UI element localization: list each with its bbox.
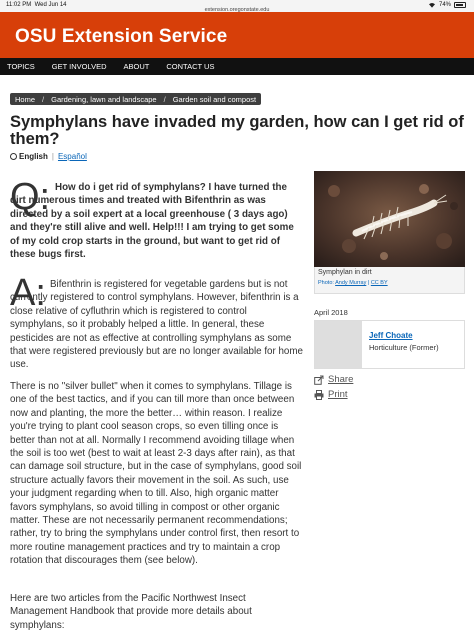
language-spanish-link[interactable]: Español [57, 152, 87, 161]
site-brand-link[interactable]: OSU Extension Service [15, 26, 228, 47]
nav-topics[interactable]: TOPICS [7, 62, 35, 71]
status-time: 11:02 PM Wed Jun 14 [6, 2, 67, 8]
battery-percent: 74% [438, 2, 451, 8]
nav-about[interactable]: ABOUT [123, 62, 150, 71]
status-indicators [428, 2, 466, 8]
breadcrumb-separator: / [42, 94, 45, 104]
answer-paragraph-3: Here are two articles from the Pacific Northwest Insect Management Handbook that provide more details about symphylans: [10, 593, 252, 631]
print-label: Print [328, 389, 348, 400]
answer-paragraph-2: There is no "silver bullet" when it comes to symphylans. Tillage is one of the best tactics, and if you can till more than once between now and planting, the more the better… within reason. I realize you're trying to plant cool season crops, so even tilling once is better than not at all. Normally I recommend avoiding tillage when the soil is too wet (best to wait at least 2-3 days after rain), as that can damage soil structure, but in the case of symphylans, good soil structure actually favors their movement in the soil. As such, use your judgment regarding when to till. Also, high organic matter favors symphylans, so avoid tilling in compost or other organic matter. These are not necessarily permanent recommendations; rather, try to bring the symphylans under control first, then resort to more routine management practices and try to maintain a crop rotation that discourages them (see below). [10, 381, 302, 567]
photo-caption-box [314, 267, 465, 294]
language-divider: | [51, 152, 54, 161]
breadcrumb [10, 93, 261, 105]
nav-get-involved[interactable]: GET INVOLVED [51, 62, 107, 71]
print-button[interactable] [314, 389, 348, 400]
globe-icon [10, 153, 17, 160]
breadcrumb-separator: / [163, 94, 166, 104]
language-switcher [10, 152, 87, 161]
share-icon [314, 375, 324, 385]
avatar [315, 321, 362, 368]
symphylan-image [314, 171, 465, 267]
author-role: Horticulture (Former) [369, 343, 439, 352]
author-card [314, 320, 465, 369]
answer-letter: A: [10, 272, 46, 314]
wifi-icon [428, 2, 436, 8]
question-text: How do i get rid of symphylans? I have turned the dirt numerous times and treated with Bifenthrin as was directed by a soil expert at a local greenhouse ( 3 days ago) and they're still alive and well. Help!!! I am trying to get some of my cold crop starts in the ground, but want to get rid of these bugs first. [10, 182, 294, 261]
main-nav [0, 58, 474, 75]
breadcrumb-gardening[interactable]: Gardening, lawn and landscape [51, 94, 157, 104]
answer-paragraph-1: Bifenthrin is registered for vegetable gardens but is not currently registered to control symphylans. However, bifenthrin is a close relative of cyfluthrin which is registered to control symphylans, so it probably helped a little. In general, these pesticides are not as effective at controlling symphylans as some that were registered previously but are no longer available for home use. [10, 279, 303, 371]
breadcrumb-soil-compost[interactable]: Garden soil and compost [172, 94, 257, 104]
photo-license-link[interactable]: CC BY [370, 280, 388, 286]
question-letter: Q: [10, 176, 51, 218]
share-button[interactable] [314, 374, 353, 385]
author-name-link[interactable]: Jeff Choate [369, 331, 413, 340]
photo-caption: Symphylan in dirt [318, 269, 372, 276]
page-title: Symphylans have invaded my garden, how can I get rid of them? [10, 113, 464, 148]
publish-date: April 2018 [314, 308, 348, 317]
language-current: English [19, 152, 48, 161]
battery-icon [454, 2, 466, 8]
print-icon [314, 390, 324, 400]
site-header [0, 12, 474, 58]
status-bar [0, 0, 474, 12]
share-label: Share [328, 374, 354, 385]
nav-contact-us[interactable]: CONTACT US [166, 62, 215, 71]
symphylan-photo[interactable] [314, 171, 465, 267]
photo-credit: Photo: Andy Murray | CC BY [318, 280, 388, 286]
address-bar-url[interactable]: extension.oregonstate.edu [204, 7, 270, 13]
photo-author-link[interactable]: Andy Murray [335, 280, 367, 286]
breadcrumb-home[interactable]: Home [15, 94, 36, 104]
